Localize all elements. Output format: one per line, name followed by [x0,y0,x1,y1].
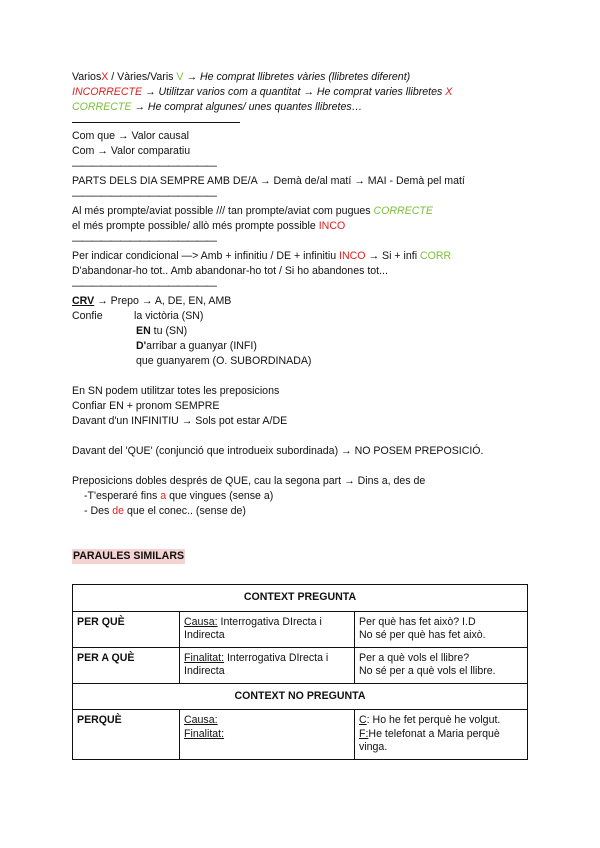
table-row [73,683,528,710]
table-row [73,647,528,683]
note-line: D'abandonar-ho tot.. Amb abandonar-ho tot / Si ho abandones tot... [72,265,388,277]
section-title: PARAULES SIMILARS [73,550,185,562]
note-line: -T'esperaré fins a que vingues (sense a) [84,490,274,502]
note-line: EN tu (SN) [136,325,188,337]
meaning-cell: Finalitat: Interrogativa DIrecta i Indirecta [180,647,355,683]
term-cell: PER QUÈ [73,611,180,647]
table-row [73,611,528,647]
meaning-cell: Causa: Finalitat: [180,710,355,760]
note-line: Confie la victòria (SN) [72,310,204,322]
note-line: - Des de que el conec.. (sense de) [84,505,246,517]
example-cell: Per a què vols el llibre? No sé per a què vols el llibre. [355,647,528,683]
example-cell: Per què has fet això? I.D No sé per què has fet això. [355,611,528,647]
similar-words-table [72,584,528,760]
note-line: Al més prompte/aviat possible /// tan prompte/aviat com pugues CORRECTE [72,205,433,217]
note-line: Com → Valor comparatiu [72,145,191,157]
notes-body [72,70,532,564]
note-line: Davant d'un INFINITIU → Sols pot estar A/DE [72,415,288,427]
table-row [73,585,528,612]
note-line: Confiar EN + pronom SEMPRE [72,400,220,412]
note-line: En SN podem utilitzar totes les preposicions [72,385,280,397]
table-header-no-pregunta: CONTEXT NO PREGUNTA [73,683,528,710]
table-row [73,710,528,760]
separator-line: ——————————————— [72,160,216,172]
separator-line: ——————————————— [72,235,216,247]
horizontal-rule [72,122,240,123]
table-header-pregunta: CONTEXT PREGUNTA [73,585,528,612]
note-line: CORRECTE → He comprat algunes/ unes quantes llibretes… [72,101,363,113]
note-line: Per indicar condicional —> Amb + infinitiu / DE + infinitiu INCO → Si + infi CORR [72,250,452,262]
separator-line: ——————————————— [72,190,216,202]
term-cell: PERQUÈ [73,710,180,760]
note-line: que guanyarem (O. SUBORDINADA) [136,355,312,367]
note-line: Preposicions dobles després de QUE, cau la segona part → Dins a, des de [72,475,426,487]
note-line: el més prompte possible/ allò més prompte possible INCO [72,220,346,232]
note-line: D'arribar a guanyar (INFI) [136,340,257,352]
example-cell: C: Ho he fet perquè he volgut. F:He telefonat a Maria perquè vinga. [355,710,528,760]
term-cell: PER A QUÈ [73,647,180,683]
note-line: PARTS DELS DIA SEMPRE AMB DE/A → Demà de/al matí → MAI - Demà pel matí [72,175,465,187]
separator-line: ——————————————— [72,280,216,292]
note-line: VariosX / Vàries/Varis V → He comprat llibretes vàries (llibretes diferent) [72,71,411,83]
note-line: CRV → Prepo → A, DE, EN, AMB [72,295,232,307]
note-line: Davant del 'QUE' (conjunció que introdueix subordinada) → NO POSEM PREPOSICIÓ. [72,445,484,457]
note-line: INCORRECTE → Utilitzar varios com a quantitat → He comprat varies llibretes X [72,86,453,98]
meaning-cell: Causa: Interrogativa DIrecta i Indirecta [180,611,355,647]
note-line: Com que → Valor causal [72,130,189,142]
